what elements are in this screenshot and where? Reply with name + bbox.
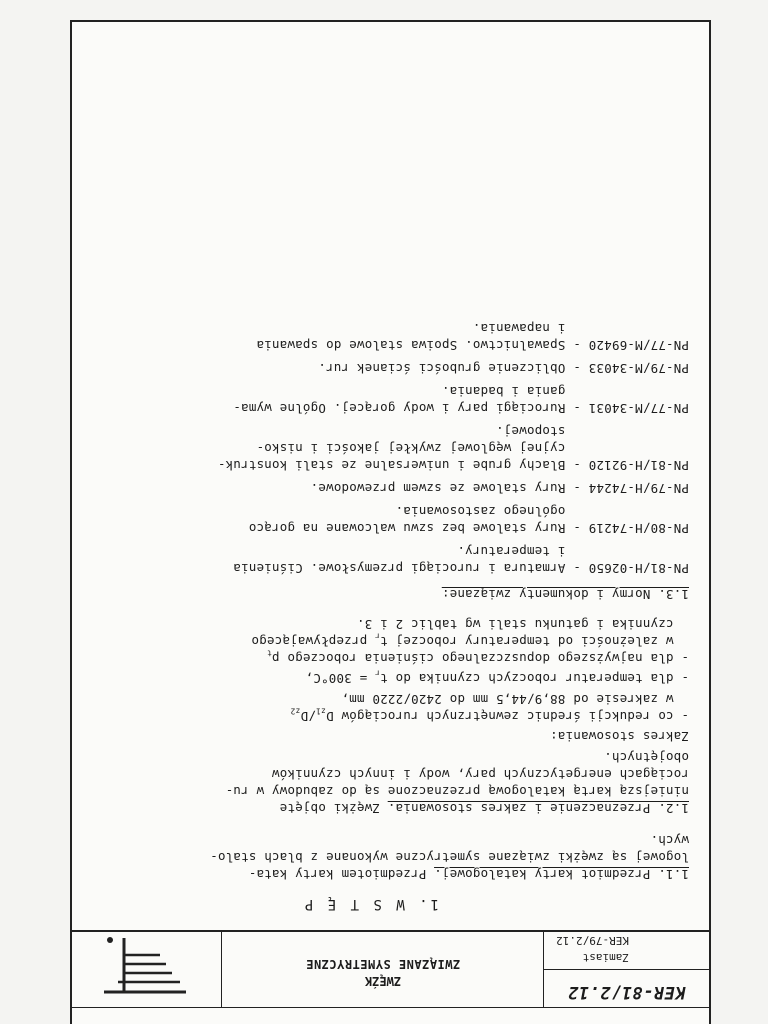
title-block-top-row [72, 1007, 709, 1024]
norm-line [233, 560, 689, 576]
norm-description: - Armatura i rurociągi przemysłowe. Ciśnienia [233, 561, 581, 576]
subject-cell [221, 932, 544, 1008]
spacer [581, 401, 589, 416]
subscript: z1 [315, 706, 326, 716]
norm-code: PN-80/H-74219 [588, 521, 689, 536]
scope-item-3-cont-text: w zależności od temperatury roboczej t [379, 634, 689, 649]
section-1-2-line-4: obojętnych. [604, 750, 689, 765]
spacer [581, 458, 589, 473]
heading: 1. W S T Ę P [301, 896, 439, 912]
norm-code: PN-79/M-34033 [588, 361, 689, 376]
norm-code: PN-81/H-02650 [588, 561, 689, 576]
norm-line [310, 480, 689, 496]
scope-item-1-cont: w zakresie od 88,9/44,5 mm do 2420/2220 mm, [341, 692, 689, 707]
subscript: t [266, 648, 272, 658]
subject-subtitle: ZWIĄZANE SYMETRYCZNE [305, 957, 461, 971]
norm-description: - Rurociągi pary i wody gorącej. Ogólne wyma- [233, 401, 581, 416]
replaced-label: Zamiast [582, 951, 629, 964]
scope-item-2-text: - dla temperatur roboczych czynnika do t [379, 671, 689, 686]
spacer [581, 338, 589, 353]
subject-title: ZWĘŹK [364, 974, 402, 988]
indent [565, 384, 689, 399]
norm-line [318, 360, 689, 376]
norm-description: gania i badania. [441, 384, 566, 399]
section-1-2-line-3: rociągach energetycznych pary, wody i innych czynników [271, 767, 689, 782]
company-logo-icon [100, 934, 190, 998]
norm-description: ogólnego zastosowania. [395, 504, 566, 519]
indent [565, 504, 689, 519]
norm-description: cyjnej węglowej zwykłej jakości i nisko- [256, 441, 566, 456]
subscript: z2 [290, 706, 301, 716]
section-1-1-text: Przedmiotem karty kata- [248, 867, 435, 882]
catalog-code: KER-81/2.12 [567, 982, 686, 1002]
divider [544, 969, 709, 970]
section-1-2-line-2: niniejszą kartą katalogową przeznaczone są do zabudowy w ru- [225, 784, 689, 799]
norm-code: PN-77/M-34031 [588, 401, 689, 416]
section-1-2-text: Zwężki objęte [279, 801, 388, 816]
section-1-2-title: 1.2. Przeznaczenie i zakres stosowania. [387, 801, 689, 816]
norm-line [218, 457, 689, 473]
norm-description: - Rury stalowe ze szwem przewodowe. [310, 481, 581, 496]
replaced-value: KER-79/2.12 [556, 934, 629, 947]
scope-item-3-text: - dla najwyższego dopuszczalnego ciśnienia roboczego p [271, 651, 689, 666]
norm-description: - Blachy grube i uniwersalne ze stali konstruk- [217, 458, 581, 473]
indent [565, 321, 689, 336]
scope-item-2 [305, 665, 689, 687]
section-1-1-title: 1.1. Przedmiot karty katalogowej. [434, 867, 689, 882]
subscript: r [374, 631, 380, 641]
norm-description: - Obliczenie grubości ścianek rur. [318, 361, 581, 376]
scope-item-3-cont-tail: przepływającego [251, 634, 375, 649]
norm-code: PN-81/H-92120 [588, 458, 689, 473]
norm-code: PN-77/M-69420 [588, 338, 689, 353]
slash: /D [300, 709, 316, 724]
section-1-1-line-2: logowej są zwężki związane symetryczne wykonane z blach stalo- [210, 850, 689, 865]
title-block [72, 930, 709, 1024]
scope-item-1-text: - co redukcji średnic zewnętrznych rurociągów D [325, 709, 689, 724]
spacer [581, 361, 589, 376]
document-sheet [70, 20, 711, 1024]
norm-line [442, 383, 689, 399]
norm-line [233, 400, 689, 416]
subscript: r [374, 668, 380, 678]
section-1-2-line-1 [280, 800, 689, 816]
norm-line [249, 520, 689, 536]
indent [565, 441, 689, 456]
norm-code: PN-79/H-74244 [588, 481, 689, 496]
norm-line [256, 440, 689, 456]
norm-line [256, 337, 689, 353]
norm-line [457, 543, 689, 559]
norm-line [395, 503, 689, 519]
norm-description: - Rury stalowe bez szwu walcowane na gorąco [248, 521, 581, 536]
indent [565, 544, 689, 559]
temperature-value: = 300°C, [305, 671, 375, 686]
catalog-code-cell [543, 932, 709, 1008]
spacer [581, 521, 589, 536]
norm-description: stopowej. [495, 424, 566, 439]
section-1-1-line-3: wych. [650, 833, 689, 848]
section-1-1-line-1 [249, 866, 689, 882]
norm-description: i napawania. [472, 321, 566, 336]
scope-label: Zakres stosowania: [549, 729, 689, 744]
logo-cell [72, 932, 222, 1008]
norm-line [473, 320, 689, 336]
norm-description: - Spawalnictwo. Spoiwa stalowe do spawania [256, 338, 581, 353]
section-1-3-title-text: 1.3. Normy i dokumenty związane: [441, 587, 689, 602]
norm-line [496, 423, 689, 439]
indent [565, 424, 689, 439]
section-1-3-title [442, 586, 689, 602]
norm-description: i temperatury. [457, 544, 566, 559]
spacer [581, 561, 589, 576]
spacer [581, 481, 589, 496]
scope-item-3-cont-2: czynnika i gatunku stali wg tablic 2 i 3. [356, 617, 689, 632]
